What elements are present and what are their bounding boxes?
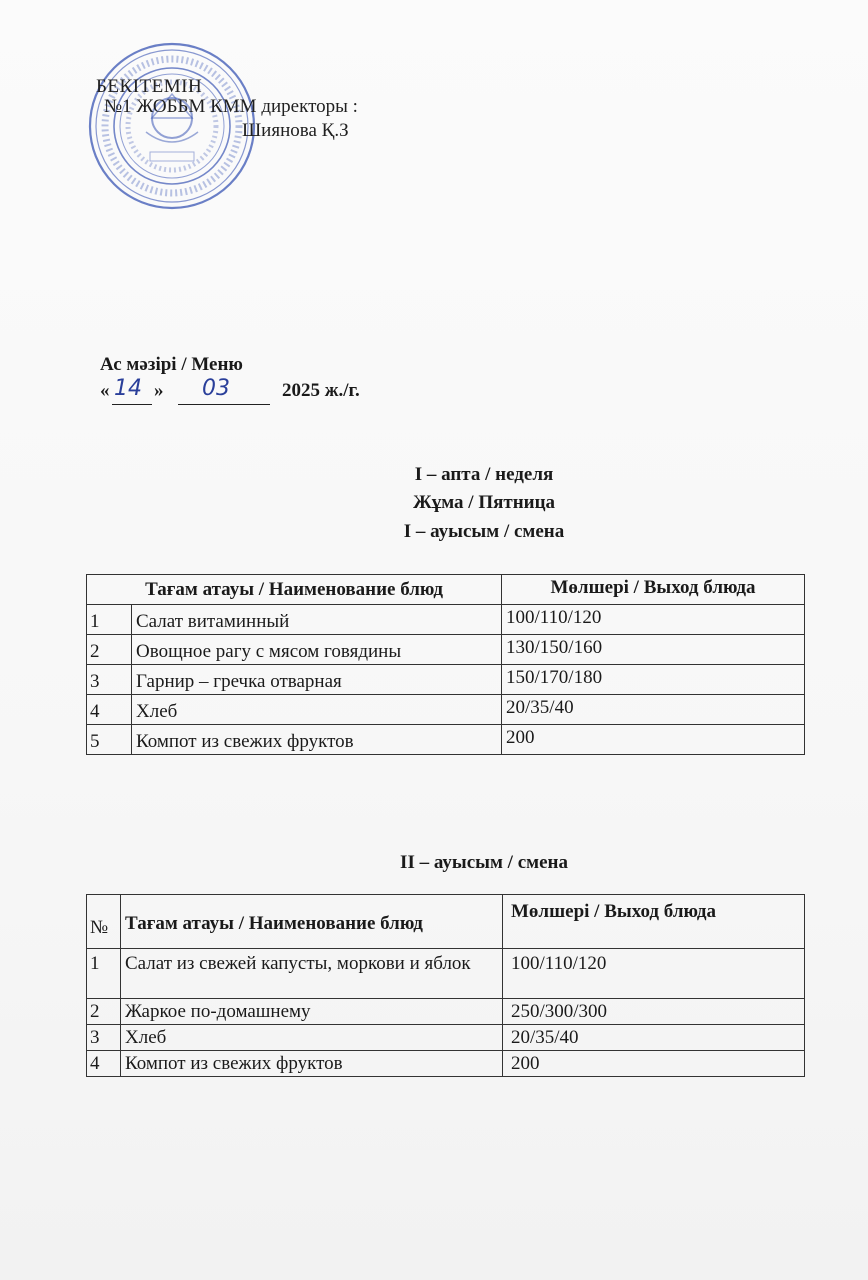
row-number: 3 [87,665,132,695]
date-close-quote: » [154,380,164,401]
dish-yield: 100/110/120 [503,949,805,999]
dish-name: Хлеб [121,1025,503,1051]
shift2-title: II – ауысым / смена [400,852,568,873]
official-seal-icon [86,40,258,212]
dish-name: Гарнир – гречка отварная [132,665,502,695]
week-title: I – апта / неделя [414,464,554,485]
dish-yield: 20/35/40 [502,695,805,725]
dish-yield: 150/170/180 [502,665,805,695]
day-title: Жұма / Пятница [412,492,556,513]
row-number: 1 [87,605,132,635]
header-dish-name: Тағам атауы / Наименование блюд [121,895,503,949]
dish-name: Салат витаминный [132,605,502,635]
table-row [87,1025,805,1051]
dish-yield: 100/110/120 [502,605,805,635]
dish-name: Хлеб [132,695,502,725]
dish-yield: 130/150/160 [502,635,805,665]
row-number: 4 [87,1051,121,1077]
header-dish-name: Тағам атауы / Наименование блюд [87,575,502,605]
header-number: № [87,895,121,949]
table-row [87,665,805,695]
header-yield: Мөлшері / Выход блюда [503,895,805,949]
dish-yield: 20/35/40 [503,1025,805,1051]
approval-signatory: Шиянова Қ.З [242,120,349,141]
table-row [87,999,805,1025]
dish-yield: 200 [502,725,805,755]
date-year: 2025 ж./г. [282,380,360,401]
date-month: 03 [202,376,230,401]
approval-heading: БЕКІТЕМІН [96,76,203,97]
table-header-row [87,895,805,949]
table-row [87,695,805,725]
table-row [87,949,805,999]
dish-name: Жаркое по-домашнему [121,999,503,1025]
date-open-quote: « [100,380,110,401]
table-header-row [87,575,805,605]
row-number: 4 [87,695,132,725]
dish-name: Компот из свежих фруктов [121,1051,503,1077]
dish-name: Салат из свежей капусты, моркови и яблок [121,949,503,999]
approval-position: №1 ЖОББМ КММ директоры : [104,96,358,117]
dish-name: Компот из свежих фруктов [132,725,502,755]
row-number: 1 [87,949,121,999]
shift1-title: I – ауысым / смена [403,521,565,542]
shift1-menu-table [86,574,805,755]
table-row [87,635,805,665]
dish-yield: 200 [503,1051,805,1077]
row-number: 2 [87,635,132,665]
date-day: 14 [114,376,142,401]
table-row [87,1051,805,1077]
dish-yield: 250/300/300 [503,999,805,1025]
dish-name: Овощное рагу с мясом говядины [132,635,502,665]
menu-title: Ас мәзірі / Меню [100,354,243,375]
header-yield: Мөлшері / Выход блюда [502,575,805,605]
shift2-menu-table [86,894,805,1077]
row-number: 2 [87,999,121,1025]
row-number: 3 [87,1025,121,1051]
table-row [87,725,805,755]
table-row [87,605,805,635]
row-number: 5 [87,725,132,755]
